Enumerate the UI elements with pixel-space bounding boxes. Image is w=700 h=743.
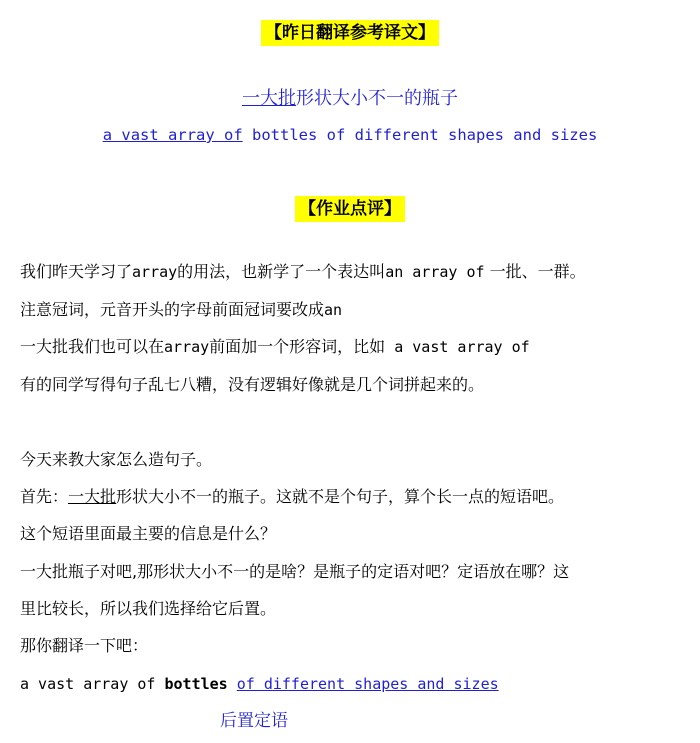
p10-text: 那你翻译一下吧：: [20, 636, 149, 655]
p5-text: 今天来教大家怎么造句子。: [20, 450, 213, 469]
reference-cn-phrase: [0, 86, 700, 112]
p1-text-a: 我们昨天学习了: [20, 262, 133, 281]
p3-code-b: a vast array of: [385, 338, 530, 356]
paragraph-line-5: [20, 449, 212, 471]
paragraph-line-9: [20, 598, 276, 620]
p7-text: 这个短语里面最主要的信息是什么？: [20, 524, 277, 543]
p1-text-c: 一批、一群。: [484, 262, 586, 281]
p1-code-b: an array of: [385, 263, 485, 281]
paragraph-line-7: [20, 523, 276, 545]
yesterday-section-heading: [0, 21, 700, 45]
p8-text: 一大批瓶子对吧,那形状大小不一的是啥？是瓶子的定语对吧？定语放在哪？这: [20, 562, 570, 581]
paragraph-line-4: [20, 374, 484, 396]
review-title: 【作业点评】: [295, 196, 405, 222]
p3-text-a: 一大批我们也可以在: [20, 337, 165, 356]
p1-code-a: array: [132, 263, 178, 281]
reference-cn-underlined: 一大批: [242, 88, 296, 109]
reference-en-underlined: a vast array of: [102, 126, 243, 144]
paragraph-line-11: [20, 673, 499, 695]
paragraph-line-3: [20, 336, 530, 358]
p11-code-a: a vast array of: [20, 675, 165, 693]
p6-text-a: 首先：: [20, 487, 69, 506]
p9-text: 里比较长，所以我们选择给它后置。: [20, 599, 277, 618]
paragraph-line-2: [20, 299, 342, 321]
postpositive-attribute-label: [220, 710, 288, 732]
p4-text: 有的同学写得句子乱七八糟，没有逻辑好像就是几个词拼起来的。: [20, 375, 485, 394]
paragraph-line-8: [20, 561, 569, 583]
p3-code-a: array: [164, 338, 210, 356]
p2-text: 注意冠词，元音开头的字母前面冠词要改成: [20, 300, 325, 319]
p6-underlined: 一大批: [68, 487, 117, 506]
reference-cn-rest: 形状大小不一的瓶子: [296, 88, 458, 109]
p11-bold-word: bottles: [164, 675, 228, 693]
review-section-heading: [0, 197, 700, 221]
reference-en-rest: bottles of different shapes and sizes: [242, 126, 598, 144]
p1-text-b: 的用法，也新学了一个表达叫: [177, 262, 386, 281]
paragraph-line-1: [20, 261, 586, 283]
paragraph-line-10: [20, 635, 148, 657]
p12-label: 后置定语: [220, 711, 288, 731]
reference-en-phrase: [0, 124, 700, 146]
p2-code: an: [324, 301, 343, 319]
p6-text-b: 形状大小不一的瓶子。这就不是个句子，算个长一点的短语吧。: [116, 487, 565, 506]
p11-code-blue: of different shapes and sizes: [236, 675, 499, 693]
yesterday-title: 【昨日翻译参考译文】: [261, 20, 439, 46]
paragraph-line-6: [20, 486, 564, 508]
p3-text-b: 前面加一个形容词，比如: [209, 337, 386, 356]
